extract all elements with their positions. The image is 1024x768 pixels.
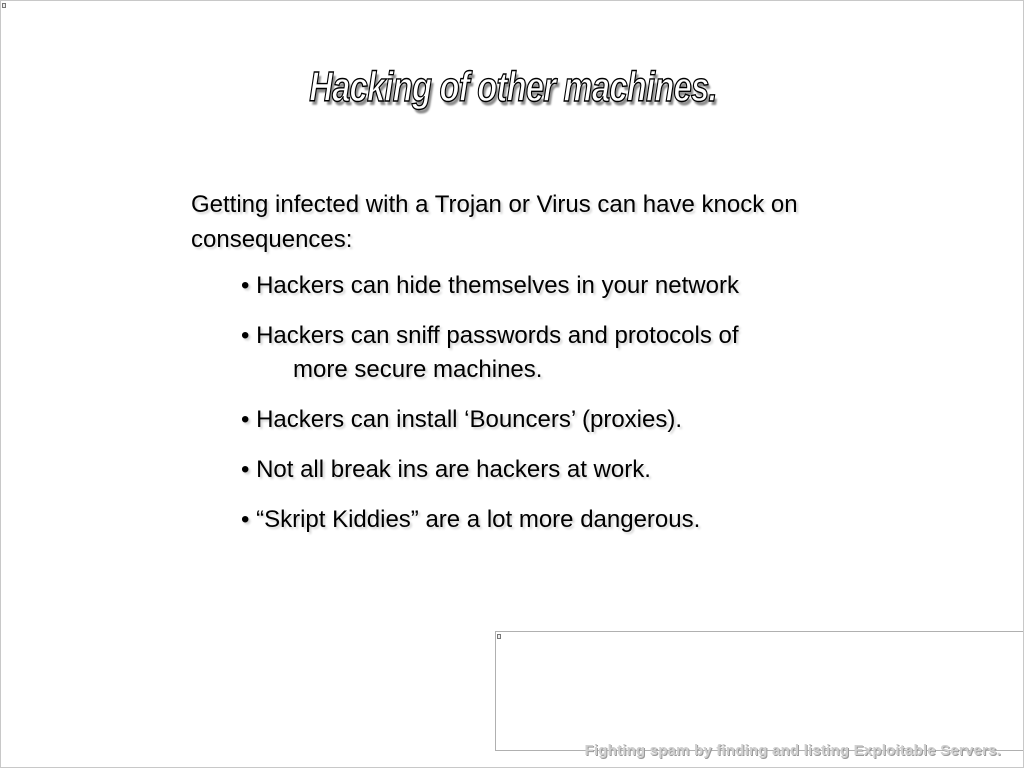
bullet-item [241, 269, 891, 303]
top-image-placeholder [2, 2, 6, 8]
broken-image-icon [2, 3, 6, 8]
slide-title: Hacking of other machines. [309, 63, 717, 110]
bullet-continuation: more secure machines. [293, 356, 543, 383]
broken-image-icon [497, 634, 501, 639]
bullet-text: • Hackers can install ‘Bouncers’ (proxies). [241, 406, 682, 433]
intro-paragraph: Getting infected with a Trojan or Virus can have knock on consequences: [191, 191, 798, 253]
bullet-list [191, 269, 891, 537]
bullet-item [241, 503, 891, 537]
slide-body [191, 187, 891, 553]
footer-tagline: Fighting spam by finding and listing Exploitable Servers. [584, 742, 1001, 759]
footer-broken-image [497, 633, 501, 639]
bullet-item [241, 403, 891, 437]
bullet-text: • Hackers can hide themselves in your network [241, 272, 739, 299]
bullet-text: • “Skript Kiddies” are a lot more dangerous. [241, 506, 701, 533]
footer-image-placeholder [495, 631, 1024, 751]
bullet-text: • Not all break ins are hackers at work. [241, 456, 651, 483]
bullet-text: • Hackers can sniff passwords and protocols of [241, 322, 739, 349]
bullet-item [241, 453, 891, 487]
bullet-item [241, 319, 891, 387]
